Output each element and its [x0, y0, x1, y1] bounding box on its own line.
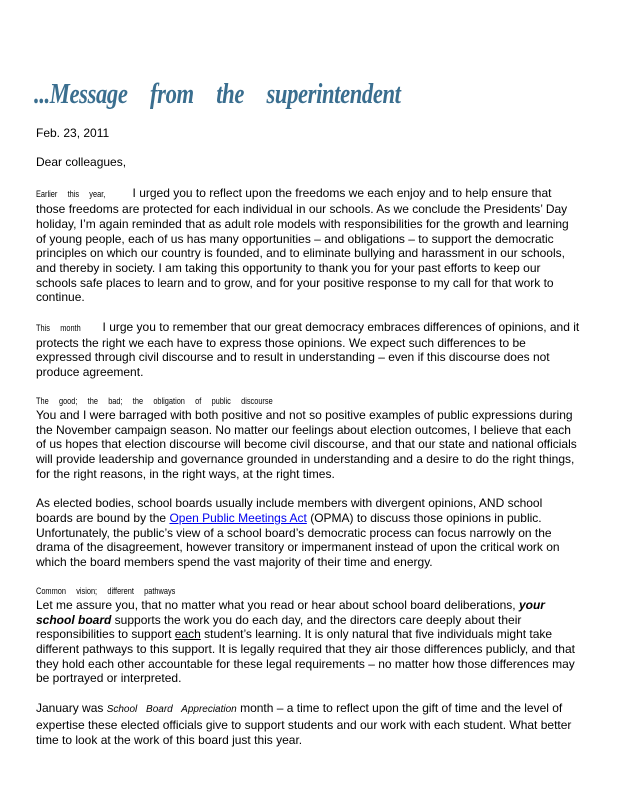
section-heading: Common vision; different pathways [36, 585, 176, 596]
paragraph-common-vision [36, 585, 582, 686]
letter-date: Feb. 23, 2011 [36, 126, 110, 140]
paragraph-lead: Earlier this year, [36, 189, 106, 200]
paragraph-text: As elected bodies, school boards usually include members with divergent opinions, AND school boards are bound by the [36, 496, 543, 526]
masthead-word: the [216, 78, 244, 110]
masthead-word: ...Message [34, 78, 128, 110]
paragraph-text: I urged you to reflect upon the freedoms we each enjoy and to help ensure that those freedoms are protected for each individual in our schools. As we conclude the Presidents’ Day holiday, I’m again reminded that as adult role models with responsibilities for the growth and learning of young people, each of us has many opportunities – and obligations – to support the democratic principles on which our country is founded, and to eliminate bullying and harassment in our schools, and thereby in society. I am taking this opportunity to thank you for your past efforts to keep our schools safe places to learn and to grow, and for your positive response to my call for that work to continue. [36, 186, 569, 305]
paragraph-text: January was [36, 701, 107, 716]
masthead-word: superintendent [266, 78, 401, 110]
paragraph-earlier [36, 186, 582, 305]
paragraph-this-month [36, 320, 582, 380]
emphasis-text: your school board [36, 597, 545, 627]
section-heading: The good; the bad; the obligation of public discourse [36, 395, 273, 406]
paragraph-text: You and I were barraged with both positive and not so positive examples of public expressions during the November campaign season. No matter our feelings about election outcomes, I believe that each of us hopes that election discourse will become civil discourse, and that our state and national officials will provide leadership and governance grounded in understanding and a desire to do the right things, for the right reasons, in the right ways, at the right times. [36, 407, 577, 481]
paragraph-lead: This month [36, 323, 81, 334]
paragraph-text: supports the work you do each day, and the directors care deeply about their responsibilities to support [36, 612, 522, 642]
underlined-text: each [174, 627, 201, 642]
paragraph-text: I urge you to remember that our great democracy embraces differences of opinions, and it protects the right we each have to express those opinions. We expect such differences to be expressed through civil discourse and to result in understanding – even if this discourse does not produce agreement. [36, 320, 580, 380]
italic-text: School Board Appreciation [106, 704, 237, 716]
paragraph-public-discourse [36, 395, 582, 482]
paragraph-text: Let me assure you, that no matter what you read or hear about school board deliberations, [36, 597, 519, 612]
letter-greeting: Dear colleagues, [36, 154, 127, 169]
masthead-word: from [150, 78, 194, 110]
paragraph-appreciation [36, 701, 582, 747]
paragraph-text: student’s learning. It is only natural that five individuals might take different pathways to this support. It is legally required that they air those differences publicly, and that they hold each other accountable for these legal requirements – no matter how those differences may be portrayed or interpreted. [36, 627, 575, 686]
masthead-title [34, 78, 401, 111]
letter-body [36, 126, 582, 762]
paragraph-text: month – a time to reflect upon the gift of time and the level of expertise these elected officials give to support students and our work with each student. What better time to look at the work of this board just this year. [36, 701, 572, 747]
paragraph-text: (OPMA) to discuss those opinions in public. Unfortunately, the public’s view of a school board’s democratic process can focus narrowly on the drama of the disagreement, however transitory or impermanent instead of upon the critical work on which the board members spend the vast majority of their time and energy. [36, 511, 560, 570]
paragraph-elected-bodies [36, 496, 582, 570]
opma-link[interactable]: Open Public Meetings Act [169, 511, 307, 526]
